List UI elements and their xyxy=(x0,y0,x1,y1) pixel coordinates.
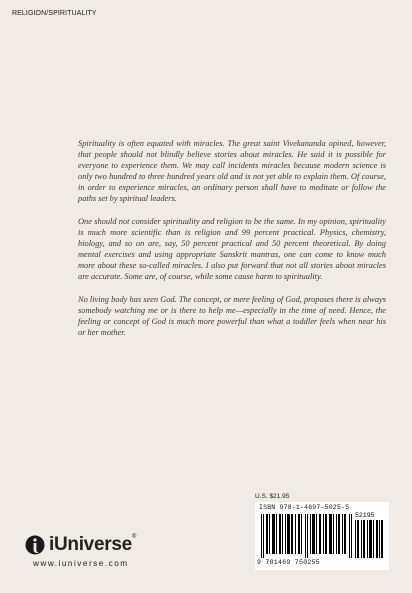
ean-digits-label: 9 781469 750255 xyxy=(257,559,321,566)
price-label: U.S. $21.95 xyxy=(255,493,290,500)
barcode-block xyxy=(255,502,389,570)
paragraph-1: Spirituality is often equated with miracles. The great saint Vivekananda opined, however, that people should not blindly believe stories about miracles. He said it is possible for everyone to experience them. We may call incidents miracles because modern science is only two hundred to three hundred years old and is not yet able to explain them. Of course, in order to experience miracles, an ordinary person shall have to meditate or follow the paths set by spiritual leaders. xyxy=(78,139,386,203)
publisher-name: iUniverse® xyxy=(49,534,136,555)
publisher-logo xyxy=(25,534,136,556)
publisher-website: www.iuniverse.com xyxy=(33,559,129,568)
back-cover-text xyxy=(78,138,386,350)
isbn-label: ISBN 978-1-4697-5025-5 xyxy=(259,504,350,511)
addon-code-label: 52195 xyxy=(355,512,375,519)
paragraph-3: No living body has seen God. The concept, or mere feeling of God, proposes there is always somebody watching me or is there to help me—especially in the time of need. Hence, the feeling or concept of God is much more powerful than what a toddler feels when near his or her mother. xyxy=(78,295,386,337)
paragraph-2: One should not consider spirituality and religion to be the same. In my opinion, spirituality is much more scientific than is religion and 99 percent practical. Physics, chemistry, biology, and so on are, say, 50 percent practical and 50 percent theoretical. By doing mental exercises and using appropriate Sanskrit mantras, one can come to know much more about these so-called miracles. I also put forward that not all stories about miracles are accurate. Some are, of course, while some cause harm to spirituality. xyxy=(78,217,386,281)
iuniverse-i-logo-icon xyxy=(25,535,45,555)
addon-barcode xyxy=(355,520,385,558)
ean-barcode xyxy=(261,514,353,558)
category-label: RELIGION/SPIRITUALITY xyxy=(12,10,97,17)
